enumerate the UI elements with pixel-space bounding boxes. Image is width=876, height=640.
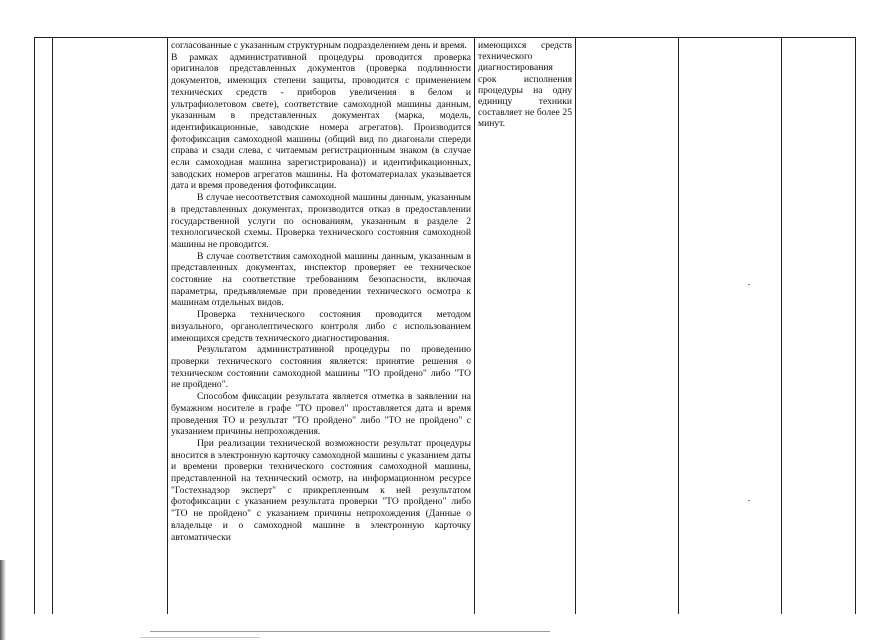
table-border-4 bbox=[474, 37, 475, 614]
paragraph: Результатом административной процедуры по проведению проверки технического состояния является: принятие решения о техническом состоянии самоходной машины "ТО пройдено" либо "ТО не пройдено". bbox=[171, 344, 471, 391]
scan-artifact-line bbox=[150, 631, 550, 632]
table-border-7 bbox=[781, 37, 782, 614]
paragraph: В рамках административной процедуры проводится проверка оригиналов представленных документов (проверка подлинности документов, имеющих степени защиты, проводится с применением технических средств - приборов увеличения в белом и ультрафиолетовом свете), соответствие самоходной машины данным, указанным в представленных документах (марка, модель, идентификационные, заводские номера агрегатов). Производится фотофиксация самоходной машины (общий вид по диагонали спереди справа и сзади слева, с читаемым регистрационным знаком (в случае если самоходная машина зарегистрирована)) и идентификационных, заводских номеров агрегатов машины. На фотоматериалах указывается дата и время проведения фотофиксации. bbox=[171, 51, 471, 192]
table-border-1 bbox=[34, 37, 35, 614]
table-border-3 bbox=[167, 37, 168, 614]
table-border-8 bbox=[855, 37, 856, 614]
scan-edge-shadow bbox=[0, 560, 6, 640]
table-top-border bbox=[34, 37, 856, 38]
paragraph: согласованные с указанным структурным подразделением день и время. bbox=[171, 40, 467, 51]
paragraph: Проверка технического состояния проводится методом визуального, органолептического контроля либо с использованием имеющихся средств технического диагностирования. bbox=[171, 309, 471, 344]
scan-speck bbox=[748, 284, 750, 285]
table-border-2 bbox=[52, 37, 53, 614]
duration-text: имеющихся средств технического диагностирования срок исполнения процедуры на одну единицу техники составляет не более 25 минут. bbox=[478, 40, 572, 130]
paragraph: В случае соответствия самоходной машины данным, указанным в представленных документах, инспектор проверяет ее техническое состояние на соответствие требованиям безопасности, включая параметры, предъявляемые при проведении технического осмотра к машинам отдельных видов. bbox=[171, 250, 471, 309]
scan-artifact-line bbox=[140, 637, 260, 638]
procedure-description-cell bbox=[171, 40, 471, 543]
scan-speck bbox=[748, 500, 750, 501]
procedure-duration-cell bbox=[478, 40, 572, 130]
table-border-5 bbox=[575, 37, 576, 614]
paragraph: В случае несоответствия самоходной машины данным, указанным в представленных документах, производится отказ в предоставлении государственной услуги по основаниям, указанным в разделе 2 технологической схемы. Проверка технического состояния самоходной машины не проводится. bbox=[171, 192, 471, 250]
paragraph: При реализации технической возможности результат процедуры вносится в электронную карточку самоходной машины с указанием даты и времени проверки технического состояния самоходной машины, представленной на технический осмотр, на информационном ресурсе "Гостехнадзор эксперт" с прикрепленным к ней результатом фотофиксации с указанием результата проверки "ТО пройдено" либо "ТО не пройдено" с указанием причины непрохождения (Данные о владельце и о самоходной машине в электронную карточку автоматически bbox=[171, 437, 471, 543]
paragraph: Способом фиксации результата является отметка в заявлении на бумажном носителе в графе "ТО провел" проставляется дата и время проведения ТО и результат "ТО пройдено" либо "ТО не пройдено" с указанием причины непрохождения. bbox=[171, 391, 471, 438]
table-border-6 bbox=[678, 37, 679, 614]
